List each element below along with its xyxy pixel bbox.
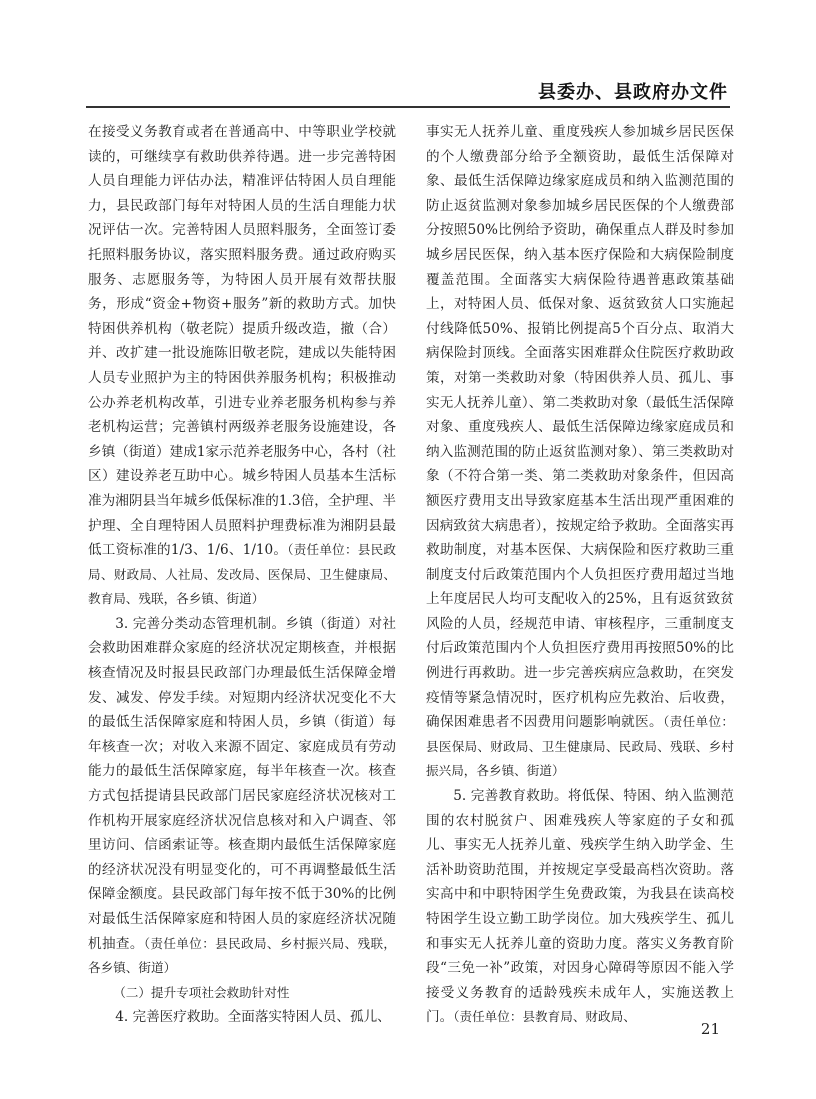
paragraph <box>426 120 734 784</box>
section-heading: （二）提升专项社会救助针对性 <box>113 984 290 1000</box>
responsibility-note: （责任单位：县教育局、财政局、 <box>453 1009 636 1025</box>
responsibility-note: （责任单位：县民政局、财政局、人社局、发改局、医保局、卫生健康局、教育局、残联，各乡镇、街道） <box>88 542 397 607</box>
paragraph <box>426 784 734 1030</box>
header-divider <box>86 106 730 108</box>
paragraph: 4. 完善医疗救助。全面落实特困人员、孤儿、 <box>115 1009 391 1026</box>
paragraph-text: 在接受义务教育或者在普通高中、中等职业学校就读的，可继续享有救助供养待遇。进一步完善特困人员自理能力评估办法，精准评估特困人员自理能力，县民政部门每年对特困人员的生活自理能力状况评估一次。完善特困人员照料服务，全面签订委托照料服务协议，落实照料服务费。通过政府购买服务、志愿服务等，为特困人员开展有效帮扶服务，形成“资金+物资+服务”新的救助方式。加快特困供养机构（敬老院）提质升级改造，撤（合）并、改扩建一批设施陈旧敬老院，建成以失能特困人员专业照护为主的特困供养服务机构；积极推动公办养老机构改革，引进专业养老服务机构参与养老机构运营；完善镇村两级养老服务设施建设，各乡镇（街道）建成1家示范养老服务中心，各村（社区）建设养老互助中心。城乡特困人员基本生活标准为湘阴县当年城乡低保标准的1.3倍，全护理、半护理、全自理特困人员照料护理费标准为湘阴县最低工资标准的1/3、1/6、1/10。 <box>88 124 396 559</box>
paragraph-text: 5. 完善教育救助。将低保、特困、纳入监测范围的农村脱贫户、困难残疾人等家庭的子女和孤儿、事实无人抚养儿童、残疾学生纳入助学金、生活补助资助范围，并按规定享受最高档次资助。落实高中和中职特困学生免费政策，为我县在读高校特困学生设立勤工助学岗位。加大残疾学生、孤儿和事实无人抚养儿童的资助力度。落实义务教育阶段“三免一补”政策，对因身心障碍等原因不能入学接受义务教育的适龄残疾未成年人，实施送教上门。 <box>426 788 734 1026</box>
paragraph <box>88 120 396 612</box>
paragraph <box>88 612 396 981</box>
header-title: 县委办、县政府办文件 <box>538 82 728 103</box>
paragraph-text: 事实无人抚养儿童、重度残疾人参加城乡居民医保的个人缴费部分给予全额资助，最低生活保障对象、最低生活保障边缘家庭成员和纳入监测范围的防止返贫监测对象参加城乡居民医保的个人缴费部分按照50%比例给予资助，确保重点人群及时参加城乡居民医保，纳入基本医疗保险和大病保险制度覆盖范围。全面落实大病保险待遇普惠政策基础上，对特困人员、低保对象、返贫致贫人口实施起付线降低50%、报销比例提高5个百分点、取消大病保险封顶线。全面落实困难群众住院医疗救助政策，对第一类救助对象（特困供养人员、孤儿、事实无人抚养儿童）、第二类救助对象（最低生活保障对象、重度残疾人、最低生活保障边缘家庭成员和纳入监测范围的防止返贫监测对象）、第三类救助对象（不符合第一类、第二类救助对象条件，但因高额医疗费用支出导致家庭基本生活出现严重困难的因病致贫大病患者），按规定给予救助。全面落实再救助制度，对基本医保、大病保险和医疗救助三重制度支付后政策范围内个人负担医疗费用超过当地上年度居民人均可支配收入的25%，且有返贫致贫风险的人员，经规范申请、审核程序，三重制度支付后政策范围内个人负担医疗费用再按照50%的比例进行再救助。进一步完善疾病应急救助，在突发疫情等紧急情况时，医疗机构应先救治、后收费，确保困难患者不因费用问题影响就医。 <box>426 124 734 731</box>
page-header <box>0 76 816 110</box>
left-column <box>88 120 396 1030</box>
right-column <box>426 120 734 1030</box>
page-number: 21 <box>700 1020 720 1038</box>
responsibility-note: （责任单位：县民政局、乡村振兴局、残联，各乡镇、街道） <box>88 935 397 976</box>
responsibility-note: （责任单位：县医保局、财政局、卫生健康局、民政局、残联、乡村振兴局，各乡镇、街道） <box>426 714 734 779</box>
paragraph-text: 3. 完善分类动态管理机制。乡镇（街道）对社会救助困难群众家庭的经济状况定期核查，并根据核查情况及时报县民政部门办理最低生活保障金增发、减发、停发手续。对短期内经济状况变化不大的最低生活保障家庭和特困人员，乡镇（街道）每年核查一次；对收入来源不固定、家庭成员有劳动能力的最低生活保障家庭，每半年核查一次。核查方式包括提请县民政部门居民家庭经济状况核对工作机构开展家庭经济状况信息核对和入户调查、邻里访问、信函索证等。核查期内最低生活保障家庭的经济状况没有明显变化的，可不再调整最低生活保障金额度。县民政部门每年按不低于30%的比例对最低生活保障家庭和特困人员的家庭经济状况随机抽查。 <box>88 615 396 952</box>
